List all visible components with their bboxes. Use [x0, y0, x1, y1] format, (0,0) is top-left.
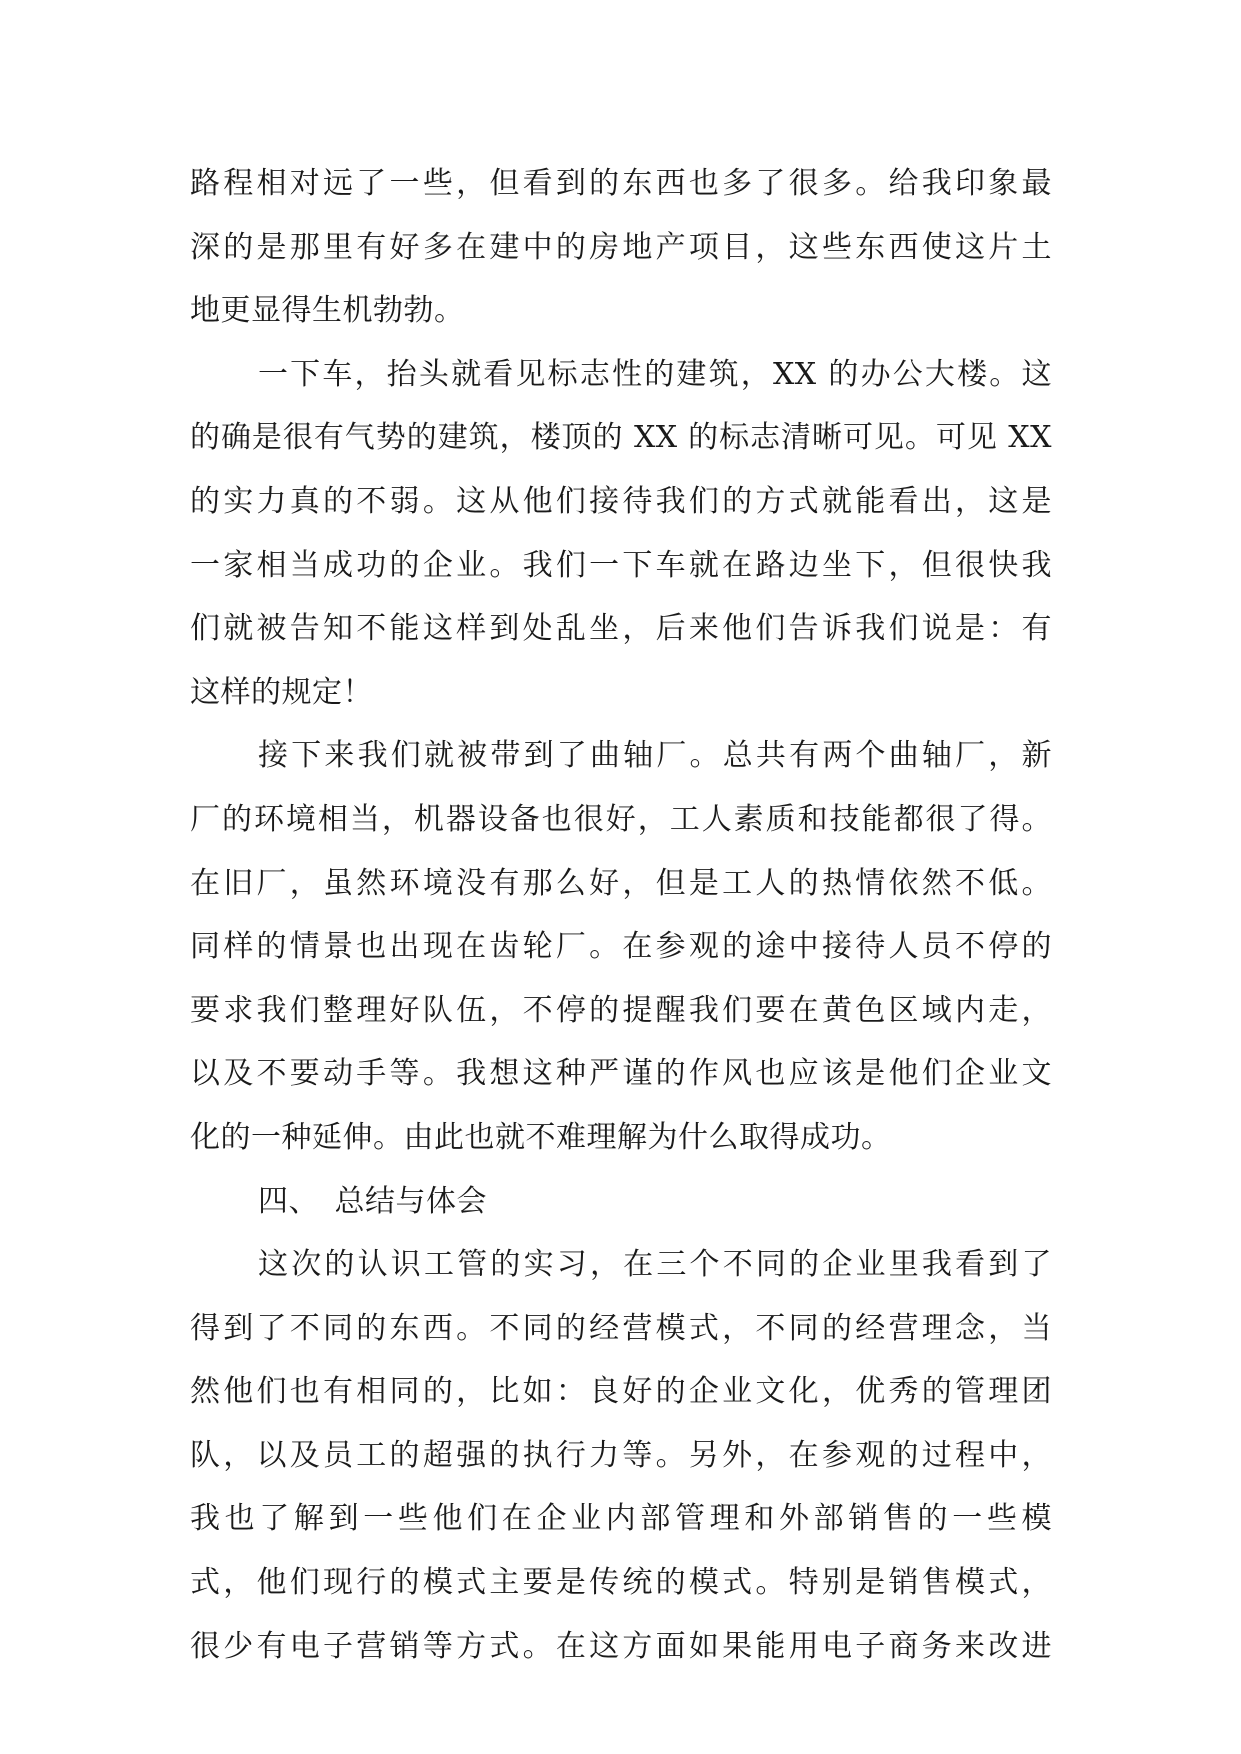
- text-line: 们就被告知不能这样到处乱坐，后来他们告诉我们说是：有: [190, 611, 1052, 647]
- text-line: 一下车，抬头就看见标志性的建筑，XX 的办公大楼。这: [258, 356, 1052, 392]
- text-line: 深的是那里有好多在建中的房地产项目，这些东西使这片土: [190, 229, 1052, 265]
- text-line: 队，以及员工的超强的执行力等。另外，在参观的过程中，: [190, 1437, 1052, 1473]
- text-line: 同样的情景也出现在齿轮厂。在参观的途中接待人员不停的: [190, 929, 1052, 965]
- text-line: 这样的规定！: [190, 674, 373, 710]
- text-line: 得到了不同的东西。不同的经营模式，不同的经营理念，当: [190, 1310, 1052, 1346]
- text-line: 四、 总结与体会: [258, 1183, 487, 1219]
- text-line: 的确是很有气势的建筑，楼顶的 XX 的标志清晰可见。可见 XX: [190, 420, 1052, 456]
- text-line: 要求我们整理好队伍，不停的提醒我们要在黄色区域内走，: [190, 992, 1052, 1028]
- text-line: 很少有电子营销等方式。在这方面如果能用电子商务来改进: [190, 1628, 1052, 1664]
- text-line: 接下来我们就被带到了曲轴厂。总共有两个曲轴厂，新: [258, 738, 1052, 774]
- text-line: 的实力真的不弱。这从他们接待我们的方式就能看出，这是: [190, 483, 1052, 519]
- text-line: 一家相当成功的企业。我们一下车就在路边坐下，但很快我: [190, 547, 1052, 583]
- text-line: 路程相对远了一些，但看到的东西也多了很多。给我印象最: [190, 166, 1052, 201]
- text-line: 式，他们现行的模式主要是传统的模式。特别是销售模式，: [190, 1565, 1052, 1601]
- document-body: [190, 152, 1052, 1678]
- text-line: 地更显得生机勃勃。: [190, 293, 465, 329]
- text-line: 以及不要动手等。我想这种严谨的作风也应该是他们企业文: [190, 1056, 1052, 1092]
- text-line: 这次的认识工管的实习，在三个不同的企业里我看到了: [258, 1247, 1052, 1283]
- text-line: 在旧厂，虽然环境没有那么好，但是工人的热情依然不低。: [190, 865, 1052, 901]
- text-line: 厂的环境相当，机器设备也很好，工人素质和技能都很了得。: [190, 801, 1052, 837]
- text-line: 化的一种延伸。由此也就不难理解为什么取得成功。: [190, 1119, 892, 1155]
- text-line: 我也了解到一些他们在企业内部管理和外部销售的一些模: [190, 1501, 1052, 1537]
- text-line: 然他们也有相同的，比如：良好的企业文化，优秀的管理团: [190, 1374, 1052, 1410]
